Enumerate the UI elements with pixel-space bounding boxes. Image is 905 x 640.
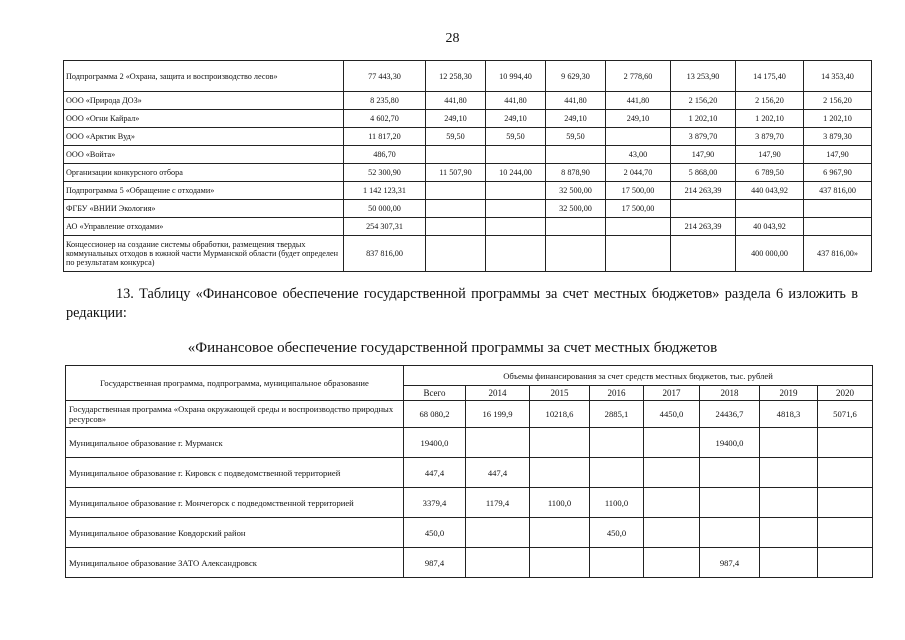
table-row (66, 488, 873, 518)
cell-value (466, 518, 530, 548)
cell-value (486, 200, 546, 218)
cell-value: 254 307,31 (344, 218, 426, 236)
table-row (66, 548, 873, 578)
cell-value: 447,4 (404, 458, 466, 488)
cell-value: 441,80 (486, 92, 546, 110)
cell-value (590, 428, 644, 458)
paragraph-text: 13. Таблицу «Финансовое обеспечение государственной программы за счет местных бюджетов» раздела 6 изложить в редакции: (66, 286, 858, 321)
row-name: Концессионер на создание системы обработки, размещения твердых коммунальных отходов в южной части Мурманской области (будет определен по результатам конкурса) (64, 236, 344, 272)
cell-value (530, 518, 590, 548)
row-name: Муниципальное образование Ковдорский район (66, 518, 404, 548)
cell-value: 59,50 (486, 128, 546, 146)
cell-value (606, 236, 671, 272)
row-name: Государственная программа «Охрана окружающей среды и воспроизводство природных ресурсов» (66, 401, 404, 428)
header-funding: Объемы финансирования за счет средств местных бюджетов, тыс. рублей (404, 366, 873, 386)
cell-value: 59,50 (546, 128, 606, 146)
cell-value (644, 548, 700, 578)
cell-value: 2 156,20 (671, 92, 736, 110)
row-name: ООО «Огни Кайрал» (64, 110, 344, 128)
cell-value: 1 142 123,31 (344, 182, 426, 200)
cell-value: 5 868,00 (671, 164, 736, 182)
header-program: Государственная программа, подпрограмма, муниципальное образование (66, 366, 404, 401)
cell-value (466, 428, 530, 458)
cell-value: 6 967,90 (804, 164, 872, 182)
row-name: Муниципальное образование ЗАТО Александровск (66, 548, 404, 578)
cell-value: 40 043,92 (736, 218, 804, 236)
cell-value (818, 488, 873, 518)
row-name: Подпрограмма 5 «Обращение с отходами» (64, 182, 344, 200)
cell-value: 17 500,00 (606, 200, 671, 218)
cell-value: 437 816,00 (804, 182, 872, 200)
column-header: 2017 (644, 386, 700, 401)
cell-value: 68 080,2 (404, 401, 466, 428)
cell-value (426, 200, 486, 218)
column-header: 2014 (466, 386, 530, 401)
cell-value: 3 879,70 (671, 128, 736, 146)
cell-value (590, 458, 644, 488)
cell-value: 1100,0 (530, 488, 590, 518)
row-name: АО «Управление отходами» (64, 218, 344, 236)
cell-value: 441,80 (426, 92, 486, 110)
cell-value: 43,00 (606, 146, 671, 164)
cell-value: 16 199,9 (466, 401, 530, 428)
cell-value: 440 043,92 (736, 182, 804, 200)
cell-value: 214 263,39 (671, 218, 736, 236)
cell-value (546, 146, 606, 164)
table-row (64, 164, 872, 182)
cell-value (426, 146, 486, 164)
cell-value: 2 778,60 (606, 61, 671, 92)
cell-value: 11 507,90 (426, 164, 486, 182)
cell-value (700, 488, 760, 518)
column-header: 2020 (818, 386, 873, 401)
table-row (64, 110, 872, 128)
cell-value: 4818,3 (760, 401, 818, 428)
cell-value: 32 500,00 (546, 182, 606, 200)
column-header: 2019 (760, 386, 818, 401)
column-header: Всего (404, 386, 466, 401)
row-name: ФГБУ «ВНИИ Экология» (64, 200, 344, 218)
cell-value (818, 548, 873, 578)
cell-value: 14 175,40 (736, 61, 804, 92)
cell-value: 2 156,20 (736, 92, 804, 110)
row-name: ООО «Войта» (64, 146, 344, 164)
cell-value: 50 000,00 (344, 200, 426, 218)
cell-value: 249,10 (606, 110, 671, 128)
cell-value: 249,10 (426, 110, 486, 128)
column-header: 2016 (590, 386, 644, 401)
cell-value (671, 236, 736, 272)
cell-value (644, 518, 700, 548)
cell-value (546, 218, 606, 236)
cell-value: 147,90 (736, 146, 804, 164)
cell-value: 8 878,90 (546, 164, 606, 182)
row-name: Муниципальное образование г. Кировск с подведомственной территорией (66, 458, 404, 488)
cell-value (530, 428, 590, 458)
cell-value (486, 218, 546, 236)
row-name: Подпрограмма 2 «Охрана, защита и воспроизводство лесов» (64, 61, 344, 92)
row-name: ООО «Природа ДОЗ» (64, 92, 344, 110)
cell-value (760, 518, 818, 548)
column-header: 2015 (530, 386, 590, 401)
cell-value: 1 202,10 (804, 110, 872, 128)
cell-value (606, 128, 671, 146)
table-row (64, 200, 872, 218)
cell-value: 5071,6 (818, 401, 873, 428)
cell-value: 32 500,00 (546, 200, 606, 218)
cell-value: 52 300,90 (344, 164, 426, 182)
cell-value (644, 428, 700, 458)
cell-value: 437 816,00» (804, 236, 872, 272)
cell-value: 1 202,10 (736, 110, 804, 128)
cell-value: 147,90 (804, 146, 872, 164)
cell-value: 77 443,30 (344, 61, 426, 92)
cell-value (760, 428, 818, 458)
cell-value (546, 236, 606, 272)
cell-value: 1179,4 (466, 488, 530, 518)
cell-value: 10 244,00 (486, 164, 546, 182)
local-budget-table-title: «Финансовое обеспечение государственной программы за счет местных бюджетов (187, 340, 718, 356)
table-row (64, 128, 872, 146)
cell-value (760, 458, 818, 488)
table-row (64, 182, 872, 200)
cell-value (590, 548, 644, 578)
cell-value (606, 218, 671, 236)
table-row (66, 428, 873, 458)
row-name: Муниципальное образование г. Мончегорск с подведомственной территорией (66, 488, 404, 518)
table-row (64, 61, 872, 92)
cell-value (644, 458, 700, 488)
cell-value: 2885,1 (590, 401, 644, 428)
table-row (66, 458, 873, 488)
cell-value: 6 789,50 (736, 164, 804, 182)
cell-value: 2 044,70 (606, 164, 671, 182)
cell-value (426, 182, 486, 200)
cell-value: 1 202,10 (671, 110, 736, 128)
cell-value (644, 488, 700, 518)
cell-value: 249,10 (546, 110, 606, 128)
cell-value: 249,10 (486, 110, 546, 128)
cell-value (760, 488, 818, 518)
table-row (64, 92, 872, 110)
amendment-paragraph (66, 285, 858, 323)
cell-value: 3 879,70 (736, 128, 804, 146)
cell-value (486, 236, 546, 272)
cell-value: 3 879,30 (804, 128, 872, 146)
table-row (64, 218, 872, 236)
cell-value (736, 200, 804, 218)
cell-value: 1100,0 (590, 488, 644, 518)
cell-value: 450,0 (590, 518, 644, 548)
cell-value: 400 000,00 (736, 236, 804, 272)
cell-value: 19400,0 (404, 428, 466, 458)
cell-value (486, 182, 546, 200)
cell-value: 10 994,40 (486, 61, 546, 92)
cell-value (700, 458, 760, 488)
cell-value: 17 500,00 (606, 182, 671, 200)
cell-value (426, 218, 486, 236)
cell-value: 24436,7 (700, 401, 760, 428)
cell-value: 441,80 (606, 92, 671, 110)
cell-value (818, 428, 873, 458)
cell-value: 147,90 (671, 146, 736, 164)
page-number: 28 (445, 31, 460, 46)
cell-value: 19400,0 (700, 428, 760, 458)
cell-value: 441,80 (546, 92, 606, 110)
cell-value: 3379,4 (404, 488, 466, 518)
cell-value: 4450,0 (644, 401, 700, 428)
cell-value: 11 817,20 (344, 128, 426, 146)
cell-value: 59,50 (426, 128, 486, 146)
row-name: Муниципальное образование г. Мурманск (66, 428, 404, 458)
cell-value (804, 200, 872, 218)
cell-value (426, 236, 486, 272)
budget-table-local (65, 365, 873, 578)
cell-value: 2 156,20 (804, 92, 872, 110)
cell-value: 10218,6 (530, 401, 590, 428)
table-row (66, 518, 873, 548)
cell-value: 837 816,00 (344, 236, 426, 272)
cell-value (818, 518, 873, 548)
column-header: 2018 (700, 386, 760, 401)
cell-value: 987,4 (700, 548, 760, 578)
table-row (64, 146, 872, 164)
cell-value: 214 263,39 (671, 182, 736, 200)
cell-value: 447,4 (466, 458, 530, 488)
cell-value: 450,0 (404, 518, 466, 548)
cell-value: 4 602,70 (344, 110, 426, 128)
cell-value (530, 458, 590, 488)
cell-value: 9 629,30 (546, 61, 606, 92)
cell-value (818, 458, 873, 488)
cell-value (530, 548, 590, 578)
cell-value (671, 200, 736, 218)
row-name: Организации конкурсного отбора (64, 164, 344, 182)
cell-value (466, 548, 530, 578)
cell-value (486, 146, 546, 164)
cell-value: 14 353,40 (804, 61, 872, 92)
cell-value (760, 548, 818, 578)
table-row (66, 401, 873, 428)
cell-value: 8 235,80 (344, 92, 426, 110)
cell-value (804, 218, 872, 236)
cell-value: 486,70 (344, 146, 426, 164)
row-name: ООО «Арктик Вуд» (64, 128, 344, 146)
cell-value: 12 258,30 (426, 61, 486, 92)
cell-value (700, 518, 760, 548)
table-row (64, 236, 872, 272)
budget-table-federal (63, 60, 872, 272)
cell-value: 987,4 (404, 548, 466, 578)
cell-value: 13 253,90 (671, 61, 736, 92)
